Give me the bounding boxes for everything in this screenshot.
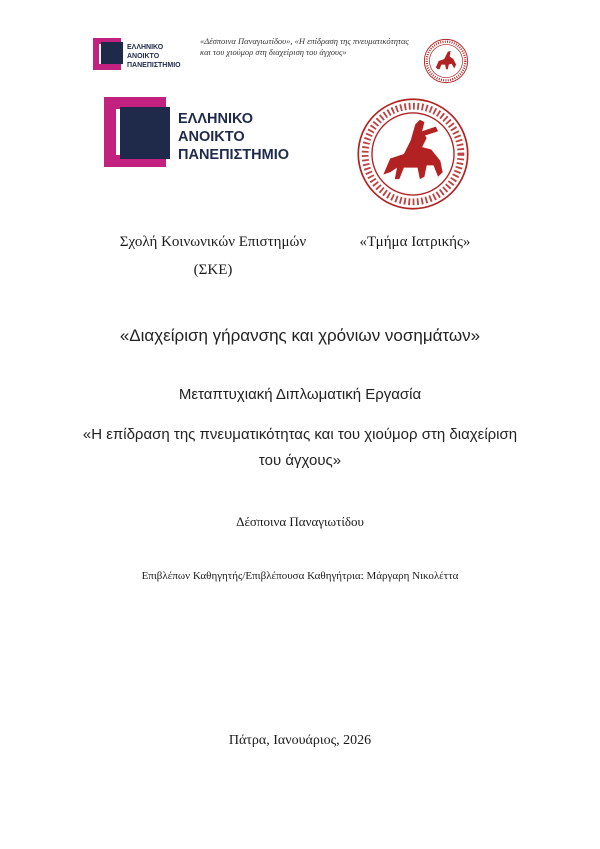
logo-line-3: ΠΑΝΕΠΙΣΤΗΜΙΟ (178, 147, 290, 163)
header-running-title: «Δέσποινα Παναγιωτίδου», «Η επίδραση της πνευματικότητας και του χιούμορ στη διαχείριση του άγχους» (200, 36, 409, 57)
header-logo-line-2: ΑΝΟΙΚΤΟ (127, 53, 160, 60)
thesis-type: Μεταπτυχιακή Διπλωματική Εργασία (178, 386, 422, 403)
department-name: «Τμήμα Ιατρικής» (359, 234, 471, 250)
centaur-seal-icon (356, 97, 470, 211)
university-logo-icon (104, 97, 304, 167)
thesis-title: «Η επίδραση της πνευματικότητας και του χιούμορ στη διαχείριση του άγχους» (82, 426, 518, 469)
header-logo (93, 36, 193, 72)
logo-line-1: ΕΛΛΗΝΙΚΟ (178, 111, 254, 127)
university-seal (356, 97, 470, 211)
header-seal (423, 38, 469, 84)
school-name: Σχολή Κοινωνικών Επιστημών (119, 234, 307, 250)
supervisor: Επιβλέπων Καθηγητής/Επιβλέπουσα Καθηγήτρια: Μάργαρη Νικολέττα (141, 570, 459, 582)
place-date: Πάτρα, Ιανουάριος, 2026 (228, 733, 372, 748)
program-title: «Διαχείριση γήρανσης και χρόνιων νοσημάτων» (119, 326, 481, 345)
school-block (93, 228, 333, 284)
logo-line-2: ΑΝΟΙΚΤΟ (178, 129, 245, 145)
school-abbr: (ΣΚΕ) (193, 262, 233, 278)
header-logo-icon (93, 36, 193, 72)
header-seal-icon (423, 38, 469, 84)
header-logo-line-1: ΕΛΛΗΝΙΚΟ (127, 44, 164, 51)
author-name: Δέσποινα Παναγιωτίδου (236, 514, 364, 529)
header-logo-line-3: ΠΑΝΕΠΙΣΤΗΜΙΟ (127, 62, 181, 69)
university-logo (104, 97, 304, 167)
